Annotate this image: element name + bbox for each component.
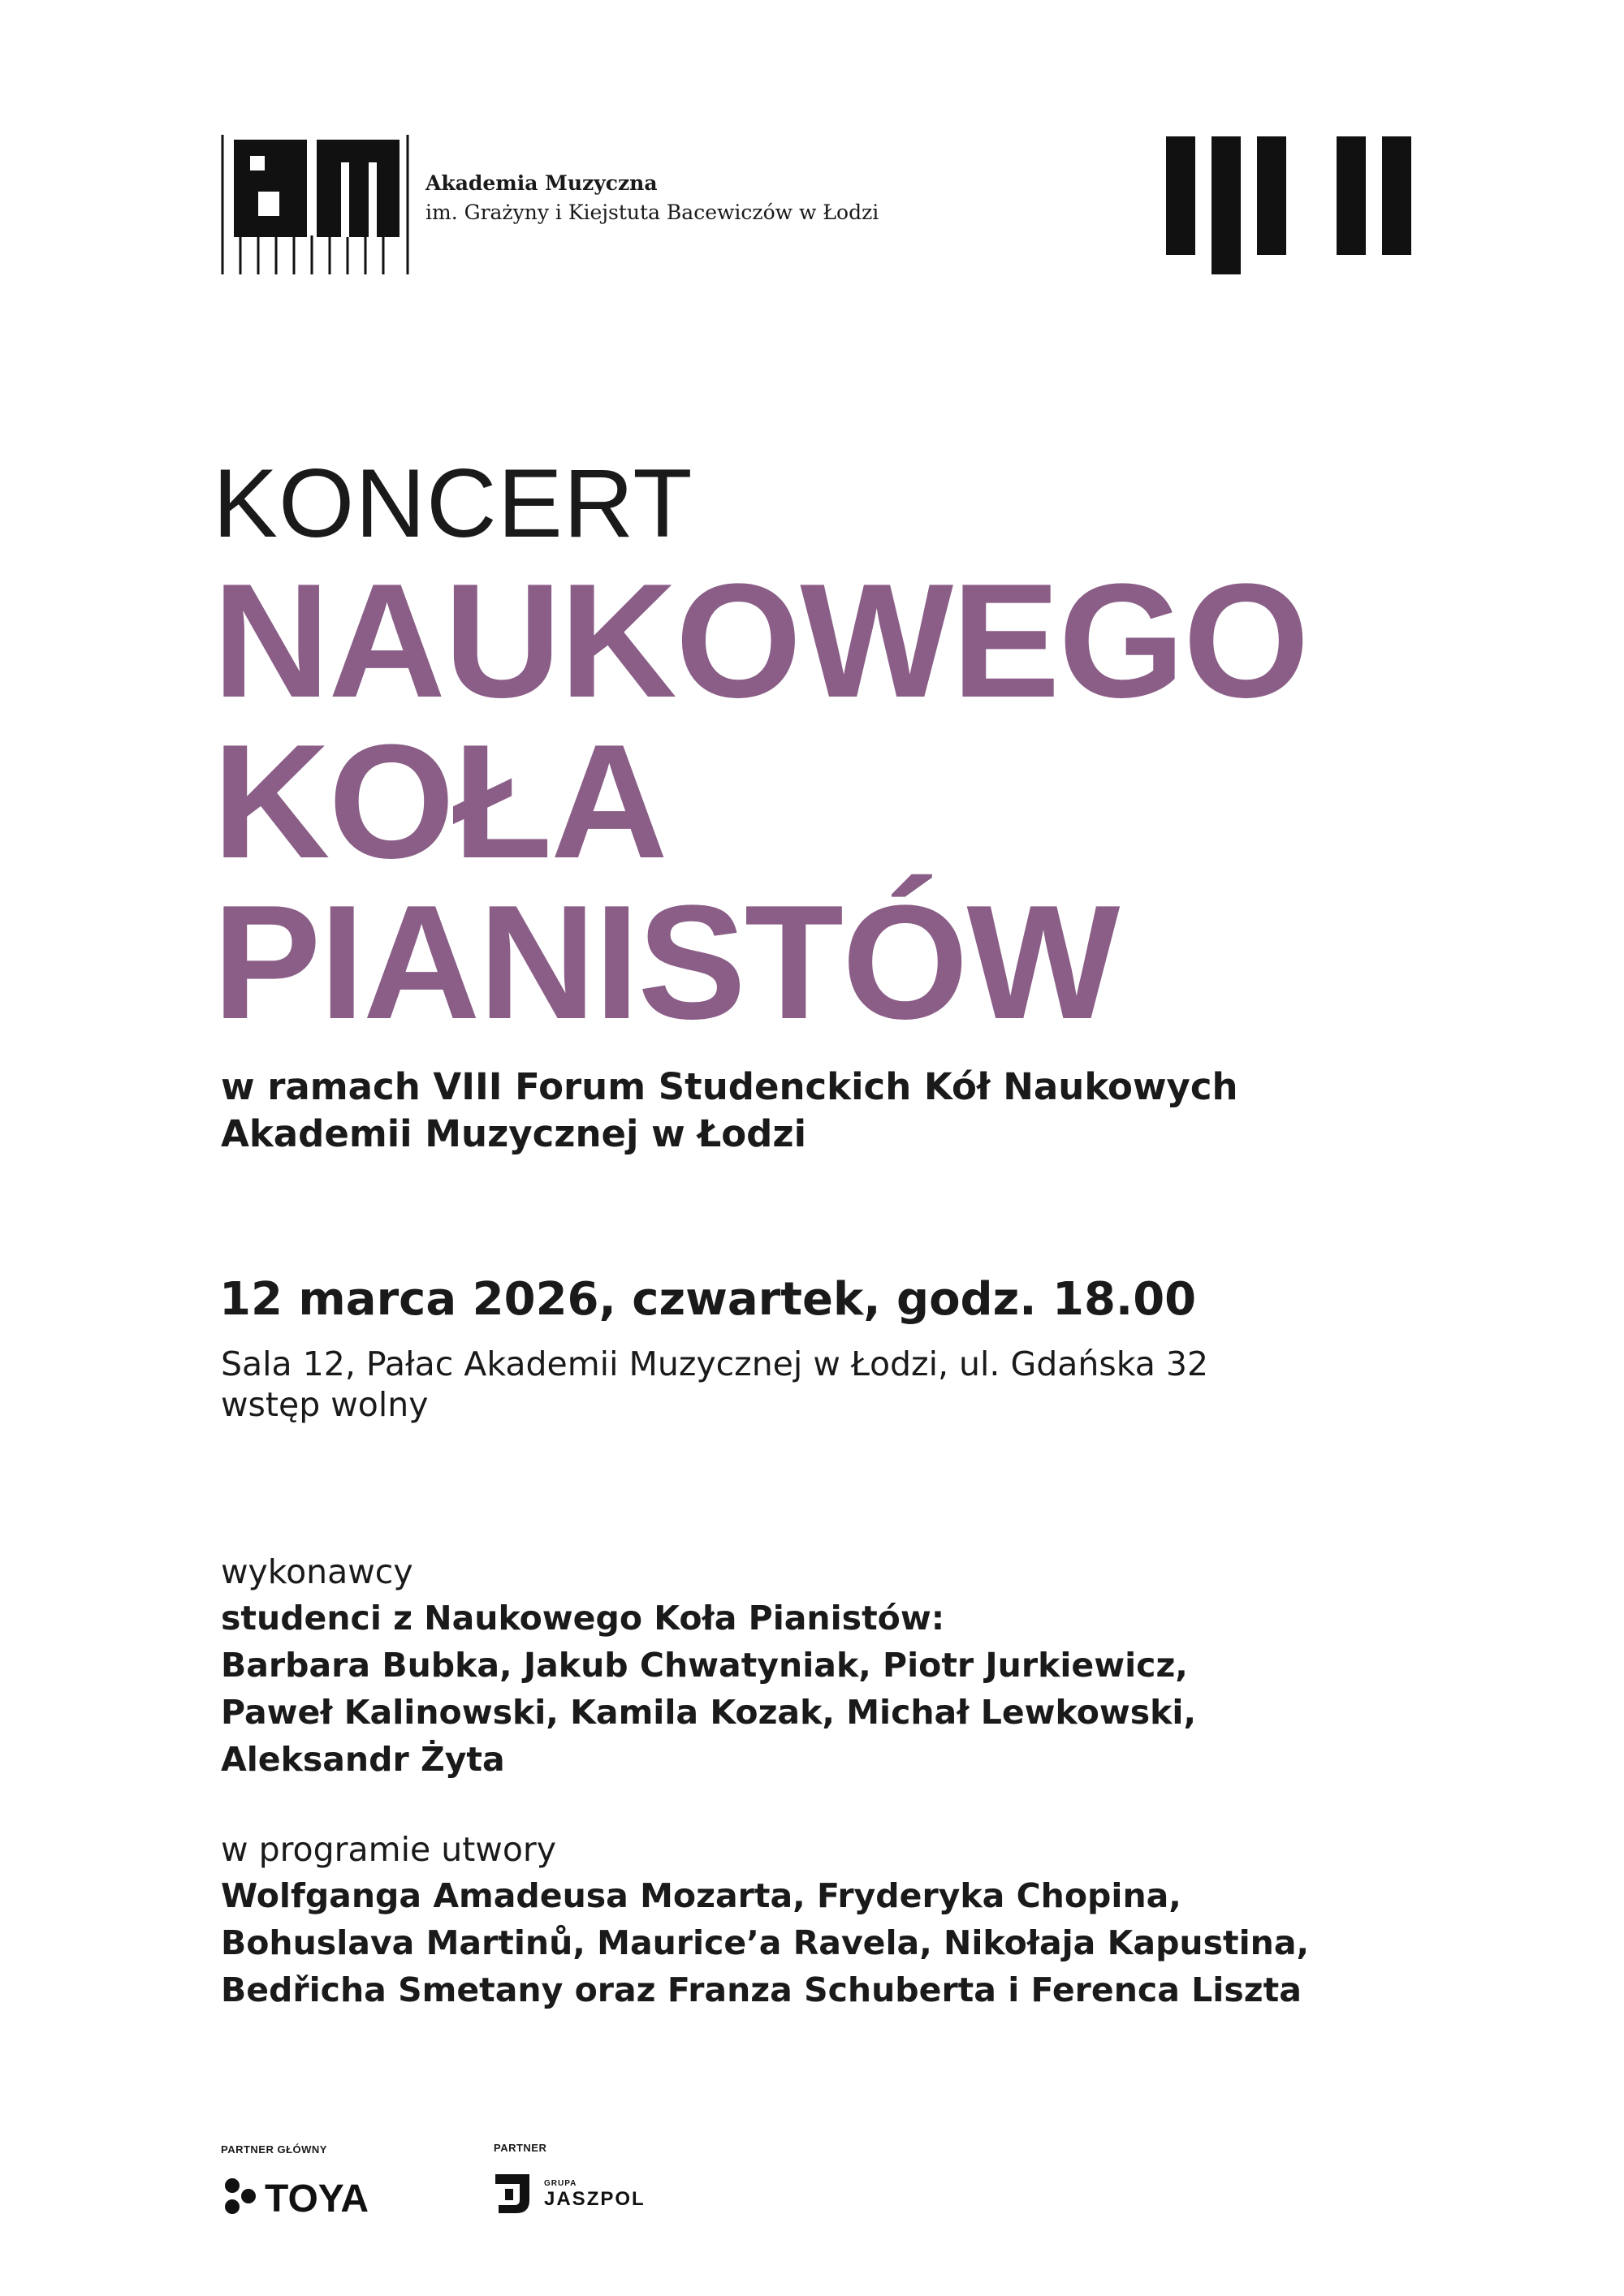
forum-logo-icon — [1166, 136, 1416, 274]
toya-logo-icon — [221, 2173, 400, 2220]
jaszpol-logo-text: JASZPOL — [544, 2188, 646, 2210]
academy-name-line1: Akademia Muzyczna — [425, 171, 658, 195]
title-line-1: NAUKOWEGO — [213, 550, 1308, 732]
partner-label: PARTNER — [494, 2142, 547, 2154]
event-date: 12 marca 2026, czwartek, godz. 18.00 — [219, 1273, 1197, 1326]
subtitle-line-1: w ramach VIII Forum Studenckich Kół Naukowych — [221, 1065, 1238, 1108]
title-line-2: KOŁA — [213, 711, 667, 892]
performers-label: wykonawcy — [221, 1552, 413, 1591]
program-label: w programie utwory — [221, 1830, 557, 1869]
title-line-3: PIANISTÓW — [213, 872, 1119, 1053]
toya-logo-text: TOYA — [265, 2177, 369, 2220]
event-place: Sala 12, Pałac Akademii Muzycznej w Łodzi, ul. Gdańska 32 — [221, 1344, 1209, 1383]
event-entry: wstęp wolny — [221, 1385, 429, 1424]
performers-line: Paweł Kalinowski, Kamila Kozak, Michał Lewkowski, — [221, 1693, 1197, 1732]
jaszpol-logo-icon — [494, 2168, 672, 2216]
academy-name-line2: im. Grażyny i Kiejstuta Bacewiczów w Łodzi — [425, 201, 879, 224]
subtitle-line-2: Akademii Muzycznej w Łodzi — [221, 1112, 806, 1155]
program-line: Wolfganga Amadeusa Mozarta, Fryderyka Chopina, — [221, 1876, 1181, 1915]
title-koncert: KONCERT — [213, 449, 693, 558]
main-partner-label: PARTNER GŁÓWNY — [221, 2143, 327, 2156]
performers-heading: studenci z Naukowego Koła Pianistów: — [221, 1599, 945, 1638]
performers-line: Aleksandr Żyta — [221, 1740, 505, 1779]
jaszpol-small-text: GRUPA — [544, 2179, 577, 2188]
performers-line: Barbara Bubka, Jakub Chwatyniak, Piotr Jurkiewicz, — [221, 1646, 1188, 1685]
academy-logo-icon — [221, 135, 409, 274]
academy-name — [425, 169, 879, 227]
program-line: Bohuslava Martinů, Maurice’a Ravela, Nikołaja Kapustina, — [221, 1923, 1310, 1962]
program-line: Bedřicha Smetany oraz Franza Schuberta i Ferenca Liszta — [221, 1970, 1302, 2009]
